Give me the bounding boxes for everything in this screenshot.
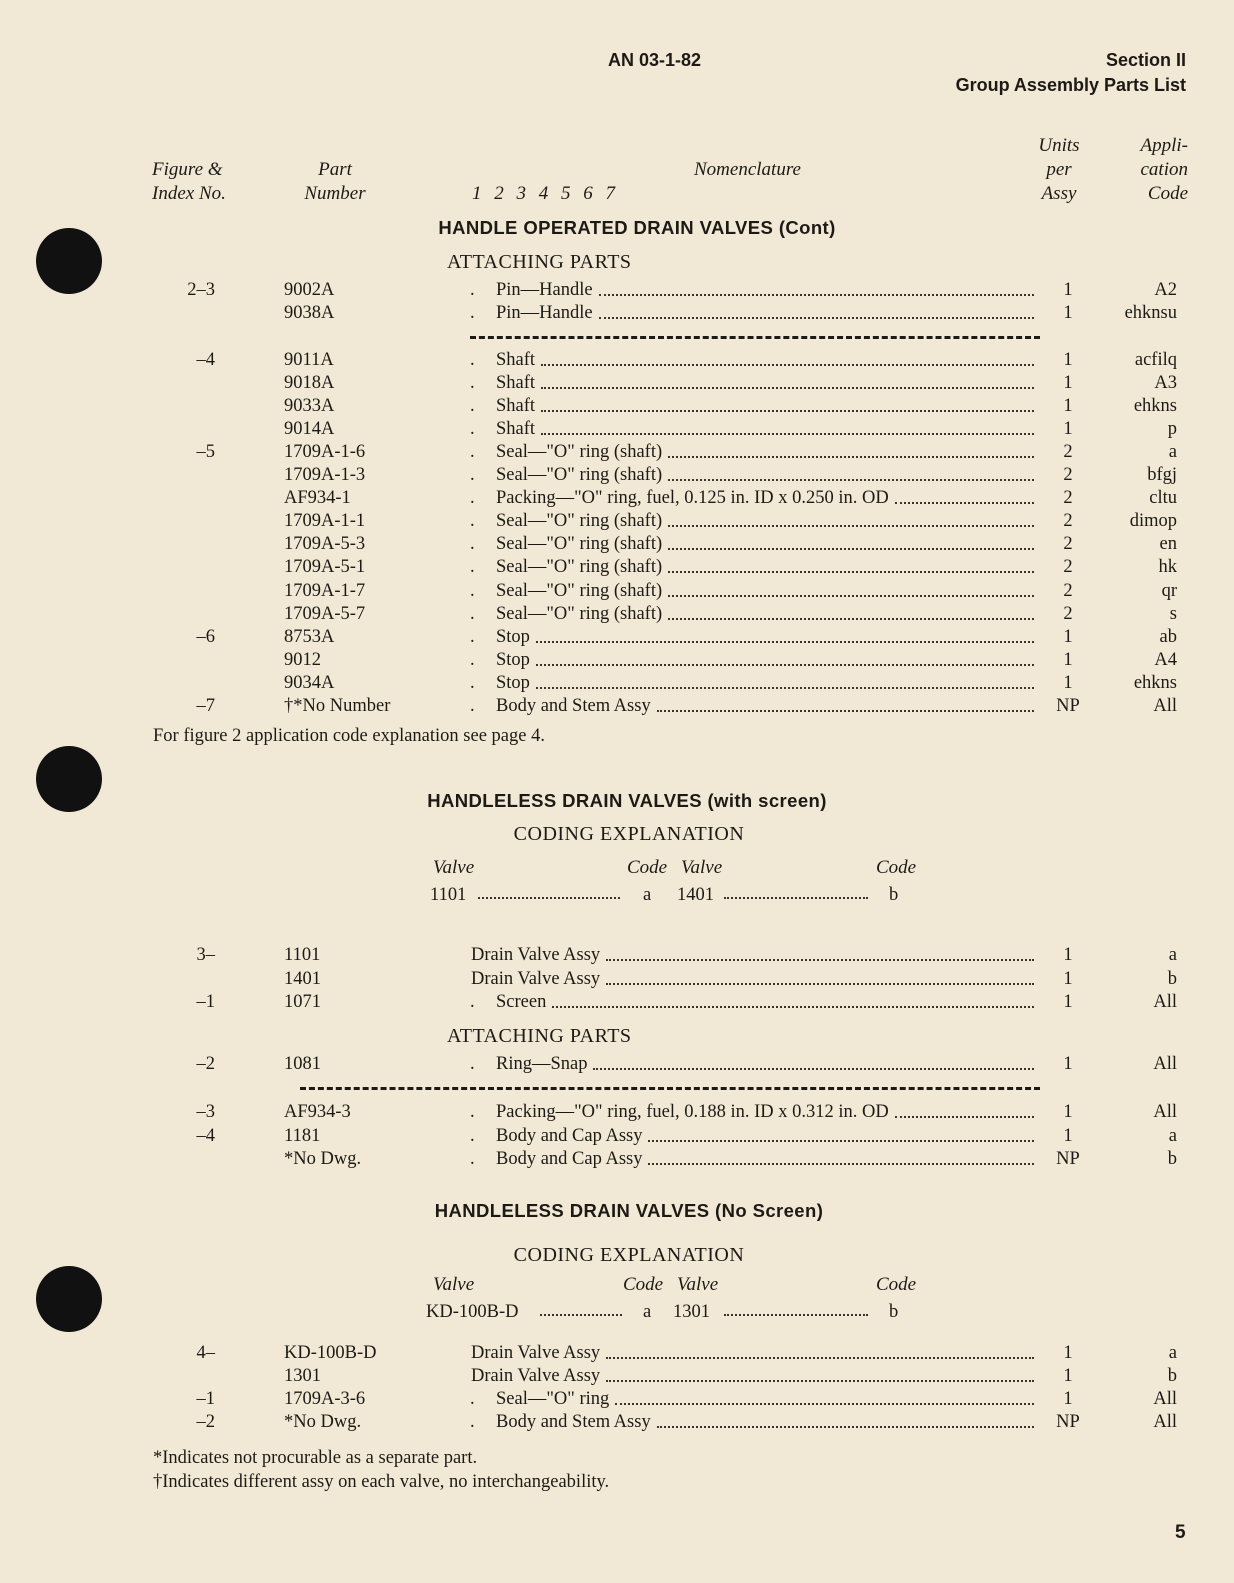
figure-index: –4 — [196, 1125, 215, 1146]
nomenclature-cell — [471, 1365, 1036, 1388]
part-number: 1709A-5-7 — [284, 603, 366, 624]
units-per-assy: 2 — [1063, 580, 1073, 601]
figure-index: –7 — [196, 695, 215, 716]
application-code: a — [1168, 442, 1177, 463]
indent-marker: . — [470, 1389, 475, 1409]
nomenclature-cell — [496, 1411, 1036, 1434]
indent-marker: . — [470, 992, 475, 1012]
table-row — [0, 626, 1234, 649]
units-per-assy: 2 — [1063, 534, 1073, 555]
dot-leader — [668, 603, 1034, 620]
dot-leader — [657, 695, 1034, 712]
table-row — [0, 279, 1234, 302]
dot-leader — [552, 991, 1034, 1008]
nomenclature-cell — [496, 626, 1036, 649]
table-row — [0, 1388, 1234, 1411]
nomenclature: Body and Cap Assy — [496, 1125, 643, 1146]
nomenclature-cell — [496, 991, 1036, 1014]
part-number: 9011A — [284, 350, 334, 370]
nomenclature: Screen — [496, 992, 547, 1012]
column-header-line: Figure & — [152, 159, 223, 180]
nomenclature: Seal—"O" ring (shaft) — [496, 603, 663, 624]
coding-header-row — [0, 857, 1234, 880]
column-header-line: Number — [304, 183, 366, 204]
dot-leader — [668, 441, 1034, 458]
dot-leader — [541, 395, 1034, 412]
column-header-line: Assy — [1041, 183, 1077, 204]
dot-leader — [540, 1302, 622, 1316]
coding-header-valve: Valve — [433, 857, 475, 878]
indent-marker: . — [470, 1412, 475, 1432]
nomenclature: Seal—"O" ring (shaft) — [496, 534, 663, 555]
part-number: 9033A — [284, 396, 335, 417]
table-row — [0, 464, 1234, 487]
application-code: ehkns — [1133, 396, 1177, 417]
footnote: †Indicates different assy on each valve, no interchangeability. — [153, 1472, 610, 1492]
application-code: All — [1153, 1412, 1177, 1432]
table-row — [0, 441, 1234, 464]
indent-marker: . — [470, 303, 475, 323]
section-title: Group Assembly Parts List — [955, 75, 1186, 95]
table-row — [0, 695, 1234, 718]
figure-index: 4– — [196, 1343, 215, 1363]
dot-leader — [724, 885, 868, 899]
coding-code: b — [889, 885, 899, 905]
nomenclature-cell — [496, 510, 1036, 533]
column-header-line: per — [1046, 159, 1072, 180]
column-header-line: Code — [1147, 183, 1188, 204]
units-per-assy: 2 — [1063, 465, 1073, 486]
nomenclature-cell — [496, 580, 1036, 603]
units-per-assy: NP — [1056, 695, 1080, 716]
nomenclature: Stop — [496, 649, 530, 670]
column-header-line: Units — [1038, 135, 1080, 156]
table-row — [0, 1125, 1234, 1148]
units-per-assy: 2 — [1063, 511, 1073, 532]
application-code: All — [1153, 1054, 1177, 1074]
coding-code: a — [643, 1302, 652, 1322]
nomenclature: Stop — [496, 672, 530, 693]
part-number: 1709A-5-3 — [284, 534, 366, 555]
dot-leader — [541, 418, 1034, 435]
table-row — [0, 649, 1234, 672]
nomenclature-cell — [471, 1342, 1036, 1365]
part-number: 1081 — [284, 1054, 321, 1074]
figure-index: –4 — [196, 350, 215, 370]
units-per-assy: 2 — [1063, 557, 1073, 578]
units-per-assy: 1 — [1063, 419, 1073, 440]
part-number: 1709A-1-6 — [284, 442, 366, 463]
column-header-units — [1022, 134, 1096, 206]
coding-header-valve: Valve — [677, 1274, 719, 1295]
dot-leader — [895, 487, 1034, 504]
application-code: acfilq — [1134, 350, 1177, 370]
units-per-assy: 1 — [1063, 373, 1073, 394]
application-code: b — [1167, 1366, 1177, 1386]
part-number: 8753A — [284, 626, 335, 647]
part-number: 1709A-1-1 — [284, 511, 366, 532]
part-number: 9038A — [284, 303, 335, 323]
figure-index: 3– — [196, 945, 215, 965]
nomenclature-cell — [496, 302, 1036, 325]
table-row — [0, 1365, 1234, 1388]
units-per-assy: 1 — [1063, 1054, 1073, 1074]
figure-index: –3 — [196, 1102, 215, 1122]
nomenclature: Seal—"O" ring (shaft) — [496, 557, 663, 578]
part-number: *No Dwg. — [284, 1149, 362, 1169]
units-per-assy: 1 — [1063, 992, 1073, 1012]
coding-valve: 1301 — [673, 1302, 710, 1322]
table-row — [0, 418, 1234, 441]
column-header-figure — [152, 158, 226, 206]
indent-marker: . — [470, 1102, 475, 1122]
column-header-line: cation — [1140, 159, 1188, 180]
coding-code: b — [889, 1302, 899, 1322]
units-per-assy: 1 — [1063, 945, 1073, 965]
nomenclature-cell — [496, 556, 1036, 579]
nomenclature: Shaft — [496, 350, 536, 370]
dot-leader — [668, 556, 1034, 573]
table-row — [0, 1053, 1234, 1076]
application-code: ehknsu — [1124, 303, 1177, 323]
application-code: b — [1167, 1149, 1177, 1169]
attaching-parts-divider — [470, 336, 1040, 339]
table-row — [0, 580, 1234, 603]
indent-marker: . — [470, 1054, 475, 1074]
part-number: 1101 — [284, 945, 321, 965]
section-heading: HANDLE OPERATED DRAIN VALVES (Cont) — [438, 217, 836, 238]
nomenclature-cell — [496, 418, 1036, 441]
nomenclature: Seal—"O" ring (shaft) — [496, 465, 663, 486]
part-number: 9018A — [284, 373, 335, 394]
dot-leader — [606, 1342, 1034, 1359]
nomenclature: Body and Stem Assy — [496, 1412, 651, 1432]
dot-leader — [478, 885, 620, 899]
nomenclature: Seal—"O" ring (shaft) — [496, 511, 663, 532]
units-per-assy: 1 — [1063, 303, 1073, 323]
nomenclature: Drain Valve Assy — [471, 1343, 601, 1363]
figure-index: –1 — [196, 992, 215, 1012]
coding-explanation-title: CODING EXPLANATION — [513, 823, 745, 845]
nomenclature-cell — [471, 968, 1036, 991]
part-number: AF934-3 — [284, 1102, 351, 1122]
units-per-assy: 1 — [1063, 672, 1073, 693]
table-row — [0, 556, 1234, 579]
application-code: All — [1153, 992, 1177, 1012]
dot-leader — [615, 1388, 1034, 1405]
application-code: A3 — [1154, 373, 1177, 394]
table-row — [0, 1342, 1234, 1365]
nomenclature: Shaft — [496, 373, 536, 394]
application-code: All — [1153, 1102, 1177, 1122]
indent-marker: . — [470, 1125, 475, 1146]
nomenclature: Drain Valve Assy — [471, 968, 601, 989]
nomenclature-cell — [471, 944, 1036, 967]
coding-header-code: Code — [876, 1274, 917, 1295]
part-number: 1709A-1-3 — [284, 465, 366, 486]
units-per-assy: 1 — [1063, 280, 1073, 300]
application-code: qr — [1161, 580, 1177, 601]
indent-marker: . — [470, 695, 475, 716]
units-per-assy: 1 — [1063, 1389, 1073, 1409]
column-header-line: Appli- — [1140, 135, 1188, 156]
nomenclature: Seal—"O" ring — [496, 1389, 610, 1409]
figure-index: –5 — [196, 442, 215, 463]
figure-index: –2 — [196, 1412, 215, 1432]
indent-marker: . — [470, 1149, 475, 1169]
indent-marker: . — [470, 580, 475, 601]
coding-valve: KD-100B-D — [426, 1302, 519, 1322]
table-row — [0, 1411, 1234, 1434]
part-number: KD-100B-D — [284, 1343, 377, 1363]
application-code: hk — [1158, 557, 1177, 578]
application-code: bfgj — [1147, 465, 1177, 486]
table-row — [0, 302, 1234, 325]
application-code: s — [1169, 603, 1177, 624]
table-row — [0, 1148, 1234, 1171]
section-label: Section II — [1105, 50, 1186, 70]
column-header-code — [1100, 134, 1188, 206]
indent-marker: . — [470, 396, 475, 417]
indent-marker: . — [470, 511, 475, 532]
table-row — [0, 603, 1234, 626]
application-code: All — [1153, 695, 1177, 716]
dot-leader — [541, 372, 1034, 389]
part-number: 1709A-5-1 — [284, 557, 366, 578]
nomenclature-cell — [496, 372, 1036, 395]
indent-marker: . — [470, 350, 475, 370]
units-per-assy: 1 — [1063, 350, 1073, 370]
units-per-assy: NP — [1056, 1412, 1080, 1432]
figure-index: 2–3 — [187, 280, 215, 300]
coding-header-code: Code — [623, 1274, 664, 1295]
document-number: AN 03-1-82 — [608, 50, 702, 70]
nomenclature: Body and Cap Assy — [496, 1149, 643, 1169]
indent-marker: . — [470, 280, 475, 300]
dot-leader — [668, 464, 1034, 481]
dot-leader — [648, 1148, 1034, 1165]
nomenclature-cell — [496, 464, 1036, 487]
indent-marker: . — [470, 488, 475, 509]
nomenclature: Pin—Handle — [496, 280, 593, 300]
nomenclature-cell — [496, 672, 1036, 695]
dot-leader — [541, 349, 1034, 366]
dot-leader — [599, 302, 1034, 319]
units-per-assy: 1 — [1063, 1125, 1073, 1146]
page-number: 5 — [1175, 1522, 1186, 1543]
table-row — [0, 533, 1234, 556]
application-code: a — [1168, 1343, 1177, 1363]
units-per-assy: NP — [1056, 1149, 1080, 1169]
indent-marker: . — [470, 649, 475, 670]
coding-header-row — [0, 1274, 1234, 1297]
attaching-parts-divider — [300, 1087, 1040, 1090]
part-number: 1709A-1-7 — [284, 580, 366, 601]
column-header-line: Part — [318, 159, 352, 180]
section-heading: HANDLELESS DRAIN VALVES (No Screen) — [434, 1200, 824, 1221]
nomenclature-cell — [496, 279, 1036, 302]
coding-header-code: Code — [876, 857, 917, 878]
application-code: ab — [1159, 626, 1177, 647]
nomenclature-cell — [496, 349, 1036, 372]
indent-marker: . — [470, 534, 475, 555]
coding-code: a — [643, 885, 652, 905]
nomenclature: Packing—"O" ring, fuel, 0.188 in. ID x 0.312 in. OD — [496, 1102, 889, 1122]
units-per-assy: 1 — [1063, 1102, 1073, 1122]
nomenclature-cell — [496, 533, 1036, 556]
nomenclature-cell — [496, 1101, 1036, 1124]
application-code: cltu — [1149, 488, 1177, 509]
nomenclature: Drain Valve Assy — [471, 1366, 601, 1386]
nomenclature-cell — [496, 695, 1036, 718]
part-number: †*No Number — [284, 695, 391, 716]
dot-leader — [606, 944, 1034, 961]
part-number: 9002A — [284, 280, 335, 300]
nomenclature-cell — [496, 395, 1036, 418]
table-row — [0, 349, 1234, 372]
coding-value-row — [0, 1302, 1234, 1325]
nomenclature: Seal—"O" ring (shaft) — [496, 580, 663, 601]
indent-marker: . — [470, 442, 475, 463]
table-row — [0, 672, 1234, 695]
nomenclature-cell — [496, 603, 1036, 626]
figure-index: –2 — [196, 1054, 215, 1074]
coding-header-valve: Valve — [433, 1274, 475, 1295]
units-per-assy: 2 — [1063, 442, 1073, 463]
part-number: 9012 — [284, 649, 321, 670]
figure-index: –6 — [196, 626, 215, 647]
column-header-part — [290, 158, 380, 206]
nomenclature: Shaft — [496, 396, 536, 417]
coding-header-code: Code — [627, 857, 668, 878]
table-row — [0, 1101, 1234, 1124]
dot-leader — [599, 279, 1034, 296]
nomenclature: Body and Stem Assy — [496, 695, 651, 716]
column-header-line: Index No. — [152, 183, 226, 204]
application-code: dimop — [1129, 511, 1177, 532]
attaching-parts-label: ATTACHING PARTS — [447, 251, 632, 273]
part-number: 1071 — [284, 992, 321, 1012]
part-number: *No Dwg. — [284, 1412, 362, 1432]
table-row — [0, 944, 1234, 967]
dot-leader — [536, 672, 1034, 689]
table-row — [0, 510, 1234, 533]
units-per-assy: 1 — [1063, 968, 1073, 989]
table-row — [0, 372, 1234, 395]
application-code: ehkns — [1133, 672, 1177, 693]
nomenclature: Ring—Snap — [496, 1054, 588, 1074]
nomenclature: Drain Valve Assy — [471, 945, 601, 965]
nomenclature-cell — [496, 487, 1036, 510]
attaching-parts-label: ATTACHING PARTS — [447, 1025, 632, 1047]
dot-leader — [895, 1101, 1034, 1118]
column-header-nomenclature: Nomenclature — [694, 159, 801, 180]
table-row — [0, 968, 1234, 991]
units-per-assy: 1 — [1063, 1343, 1073, 1363]
application-code: a — [1168, 1125, 1177, 1146]
dot-leader — [668, 533, 1034, 550]
units-per-assy: 1 — [1063, 396, 1073, 417]
part-number: 1301 — [284, 1366, 321, 1386]
dot-leader — [668, 580, 1034, 597]
dot-leader — [648, 1125, 1034, 1142]
application-code: a — [1168, 945, 1177, 965]
units-per-assy: 2 — [1063, 603, 1073, 624]
application-code: A4 — [1154, 649, 1177, 670]
application-code: A2 — [1154, 280, 1177, 300]
indent-marker: . — [470, 419, 475, 440]
indent-marker: . — [470, 557, 475, 578]
figure-index: –1 — [196, 1389, 215, 1409]
dot-leader — [606, 1365, 1034, 1382]
nomenclature-cell — [496, 1388, 1036, 1411]
coding-header-valve: Valve — [681, 857, 723, 878]
footnote: *Indicates not procurable as a separate part. — [153, 1448, 478, 1468]
nomenclature-cell — [496, 1053, 1036, 1076]
nomenclature: Stop — [496, 626, 530, 647]
dot-leader — [668, 510, 1034, 527]
dot-leader — [593, 1053, 1034, 1070]
part-number: 1709A-3-6 — [284, 1389, 366, 1409]
table-row — [0, 395, 1234, 418]
indent-marker: . — [470, 672, 475, 693]
nomenclature: Packing—"O" ring, fuel, 0.125 in. ID x 0.250 in. OD — [496, 488, 889, 509]
units-per-assy: 1 — [1063, 1366, 1073, 1386]
coding-valve: 1101 — [430, 885, 467, 905]
dot-leader — [536, 626, 1034, 643]
dot-leader — [657, 1411, 1034, 1428]
coding-value-row — [0, 885, 1234, 908]
dot-leader — [724, 1302, 868, 1316]
indent-marker: . — [470, 626, 475, 647]
indent-marker: . — [470, 603, 475, 624]
application-code: All — [1153, 1389, 1177, 1409]
part-number: 9034A — [284, 672, 335, 693]
table-row — [0, 991, 1234, 1014]
units-per-assy: 2 — [1063, 488, 1073, 509]
nomenclature: Seal—"O" ring (shaft) — [496, 442, 663, 463]
indent-marker: . — [470, 465, 475, 486]
coding-explanation-title: CODING EXPLANATION — [513, 1244, 745, 1266]
nomenclature: Shaft — [496, 419, 536, 440]
dot-leader — [536, 649, 1034, 666]
nomenclature-cell — [496, 1125, 1036, 1148]
part-number: 1401 — [284, 968, 321, 989]
indent-marker: . — [470, 373, 475, 394]
nomenclature-cell — [496, 1148, 1036, 1171]
nomenclature-cell — [496, 441, 1036, 464]
part-number: AF934-1 — [284, 488, 351, 509]
nomenclature: Pin—Handle — [496, 303, 593, 323]
application-code: b — [1167, 968, 1177, 989]
units-per-assy: 1 — [1063, 649, 1073, 670]
indent-level-header: 1 2 3 4 5 6 7 — [472, 183, 619, 204]
nomenclature-cell — [496, 649, 1036, 672]
part-number: 1181 — [284, 1125, 321, 1146]
units-per-assy: 1 — [1063, 626, 1073, 647]
part-number: 9014A — [284, 419, 335, 440]
section-heading: HANDLELESS DRAIN VALVES (with screen) — [427, 790, 827, 811]
application-code-note: For figure 2 application code explanation see page 4. — [153, 726, 545, 746]
application-code: en — [1159, 534, 1177, 555]
table-row — [0, 487, 1234, 510]
dot-leader — [606, 968, 1034, 985]
coding-valve: 1401 — [677, 885, 714, 905]
application-code: p — [1167, 419, 1177, 440]
